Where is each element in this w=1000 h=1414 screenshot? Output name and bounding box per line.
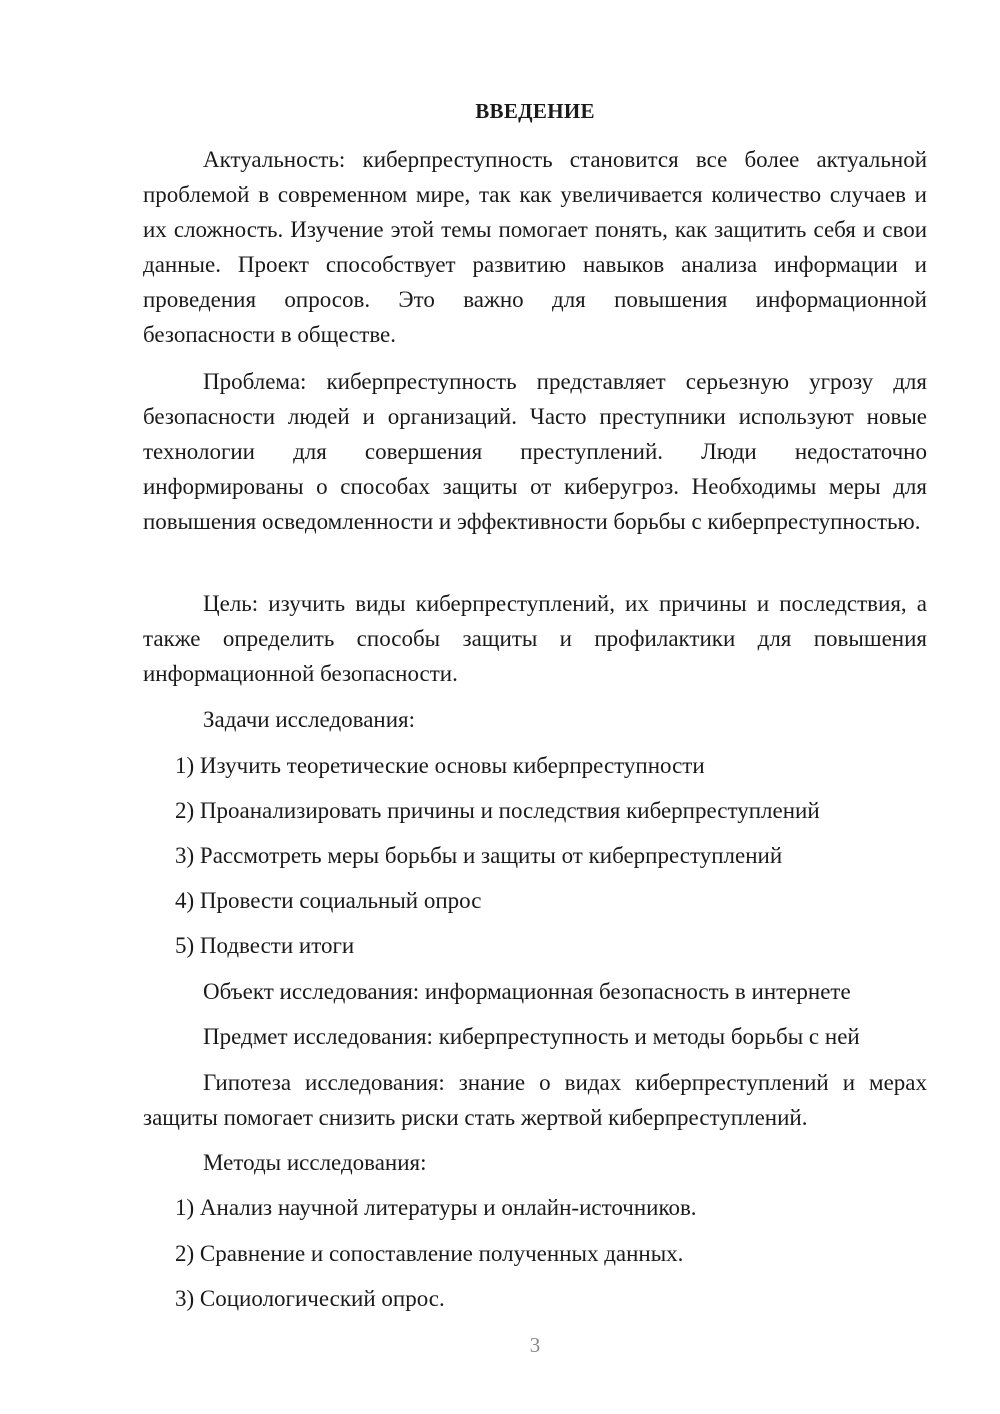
task-item: 2) Проанализировать причины и последствия киберпреступлений [175, 798, 820, 823]
method-item: 3) Социологический опрос. [175, 1286, 445, 1311]
hypothesis-section [143, 1065, 927, 1135]
tasks-section [143, 702, 927, 737]
page-title: ВВЕДЕНИЕ [475, 99, 595, 123]
goal-paragraph: Цель: изучить виды киберпреступлений, их причины и последствия, а также определить способы защиты и профилактики для повышения информационной безопасности. [143, 591, 927, 686]
methods-list-row [143, 1281, 927, 1316]
methods-heading: Методы исследования: [203, 1150, 427, 1175]
page-number: 3 [529, 1333, 541, 1357]
goal-section [143, 586, 927, 691]
object-section [143, 974, 927, 1009]
object-line: Объект исследования: информационная безопасность в интернете [203, 979, 851, 1004]
subject-line: Предмет исследования: киберпреступность и методы борьбы с ней [203, 1024, 860, 1049]
tasks-list-row [143, 928, 927, 963]
tasks-list [143, 748, 927, 783]
task-item: 1) Изучить теоретические основы киберпреступности [175, 753, 705, 778]
hypothesis-paragraph: Гипотеза исследования: знание о видах киберпреступлений и мерах защиты помогает снизить риски стать жертвой киберпреступлений. [143, 1070, 927, 1130]
subject-section [143, 1019, 927, 1054]
task-item: 5) Подвести итоги [175, 933, 355, 958]
tasks-list-row [143, 793, 927, 828]
task-item: 3) Рассмотреть меры борьбы и защиты от киберпреступлений [175, 843, 783, 868]
tasks-heading: Задачи исследования: [203, 707, 416, 732]
method-item: 2) Сравнение и сопоставление полученных данных. [175, 1241, 684, 1266]
relevance-paragraph: Актуальность: киберпреступность становится все более актуальной проблемой в современном мире, так как увеличивается количество случаев и их сложность. Изучение этой темы помогает понять, как защитить себя и свои данные. Проект способствует развитию навыков анализа информации и проведения опросов. Это важно для повышения информационной безопасности в обществе. [143, 147, 927, 347]
method-item: 1) Анализ научной литературы и онлайн-источников. [175, 1195, 697, 1220]
task-item: 4) Провести социальный опрос [175, 888, 482, 913]
relevance-section [143, 142, 927, 352]
methods-list-row [143, 1236, 927, 1271]
methods-section [143, 1145, 927, 1180]
problem-paragraph: Проблема: киберпреступность представляет серьезную угрозу для безопасности людей и организаций. Часто преступники используют новые технологии для совершения преступлений. Люди недостаточно информированы о способах защиты от киберугроз. Необходимы меры для повышения осведомленности и эффективности борьбы с киберпреступностью. [143, 369, 927, 534]
methods-list [143, 1190, 927, 1225]
tasks-list-row [143, 883, 927, 918]
problem-section [143, 364, 927, 539]
tasks-list-row [143, 838, 927, 873]
